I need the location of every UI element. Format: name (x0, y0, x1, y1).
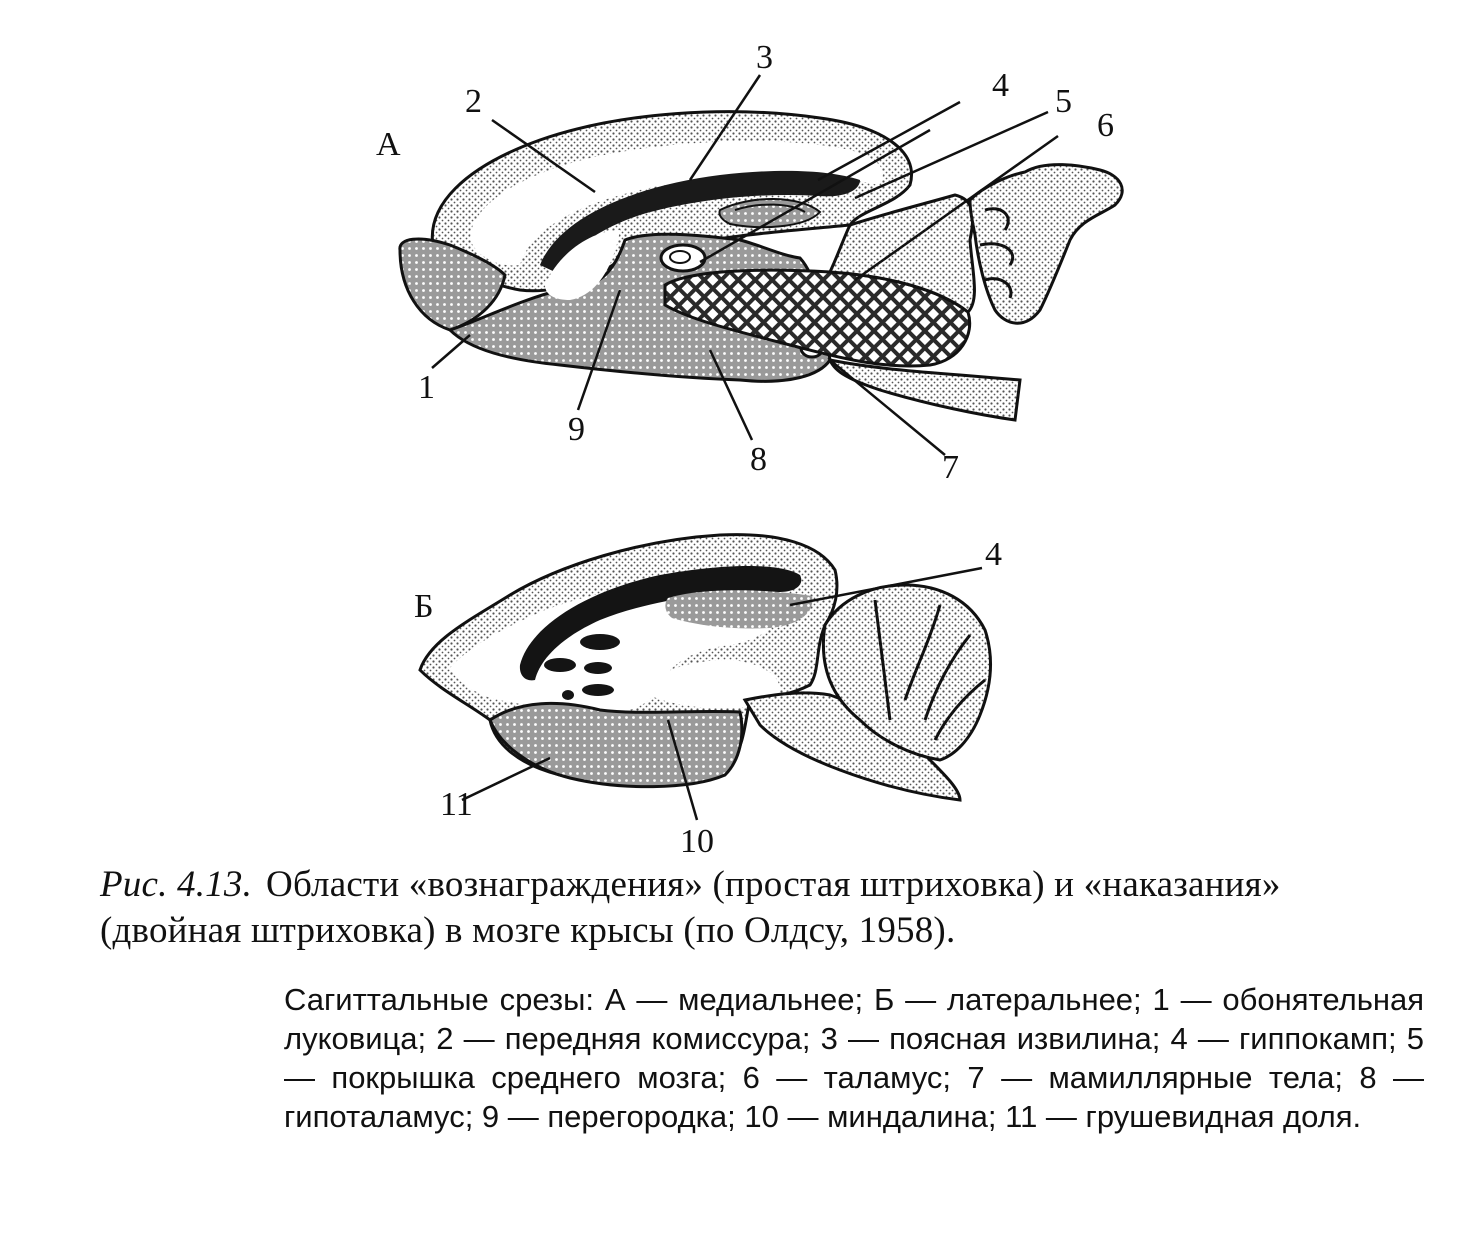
callout-a-5: 5 (1055, 83, 1072, 120)
callout-a-3: 3 (756, 39, 773, 76)
callout-a-6: 6 (1097, 107, 1114, 144)
figure-caption-legend: Сагиттальные срезы: А — медиальнее; Б — латеральнее; 1 — обонятельная луковица; 2 — передняя комиссура; 3 — поясная извилина; 4 — гиппокамп; 5 — покрышка среднего мозга; 6 — таламус; 7 — мамиллярные тела; 8 — гипоталамус; 9 — перегородка; 10 — миндалина; 11 — грушевидная доля. (284, 982, 1424, 1134)
figure-number: Рис. 4.13. (100, 864, 253, 905)
callout-a-1: 1 (418, 369, 435, 406)
figure-caption-title (100, 862, 1430, 954)
callout-b-4: 4 (985, 536, 1002, 573)
callout-b-10: 10 (680, 823, 714, 860)
callout-a-2: 2 (465, 83, 482, 120)
callout-a-7: 7 (942, 449, 959, 486)
brainstem (830, 360, 1020, 420)
amygdala-piriform-region (490, 703, 742, 786)
panel-b-label: Б (414, 588, 434, 625)
callout-a-9: 9 (568, 411, 585, 448)
callout-b-11: 11 (440, 786, 473, 823)
panel-a-label: А (376, 126, 401, 163)
callout-a-8: 8 (750, 441, 767, 478)
caption-title-text: Области «вознаграждения» (простая штриховка) и «наказания» (двойная штриховка) в мозге крысы (по Олдсу, 1958). (100, 864, 1281, 951)
panel-a-diagram (376, 39, 1122, 486)
panel-b-diagram (414, 535, 1002, 860)
callout-a-4: 4 (992, 67, 1009, 104)
